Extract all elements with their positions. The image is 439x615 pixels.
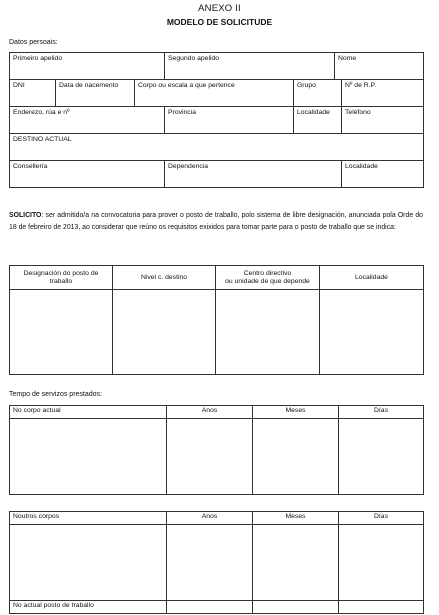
nrp-field[interactable]: Nº de R.P. (342, 80, 424, 107)
enderezo-field[interactable]: Enderezo, rúa e nº (10, 107, 165, 134)
col-centro-header (216, 266, 320, 290)
dias-cell[interactable] (339, 419, 424, 495)
col-centro-line1: Centro directivo (243, 269, 292, 277)
personal-data-label: Datos persoais: (9, 39, 58, 46)
segundo-apelido-field[interactable]: Segundo apelido (165, 53, 335, 80)
servizos-label: Tempo de servizos prestados: (9, 391, 102, 398)
conselleria-field[interactable]: Consellería (10, 161, 165, 188)
nome-field[interactable]: Nome (335, 53, 424, 80)
col-nivel-header: Nivel c. destino (113, 266, 216, 290)
meses-header: Meses (253, 406, 339, 419)
anos-cell-2[interactable] (167, 525, 253, 601)
localidade-cell[interactable] (320, 290, 424, 375)
grupo-field[interactable]: Grupo (294, 80, 342, 107)
provincia-field[interactable]: Provincia (165, 107, 294, 134)
noutros-corpos-cell[interactable] (10, 525, 167, 601)
actual-posto-label: No actual posto de traballo (10, 601, 167, 614)
destination-table (9, 265, 424, 375)
col-designacion-header: Designación do posto de traballo (10, 266, 113, 290)
designacion-cell[interactable] (10, 290, 113, 375)
dias-header-2: Días (339, 512, 424, 525)
dependencia-field[interactable]: Dependencia (165, 161, 342, 188)
corpo-escala-field[interactable]: Corpo ou escala a que pertence (135, 80, 294, 107)
localidade2-field[interactable]: Localidade (342, 161, 424, 188)
meses-header-2: Meses (253, 512, 339, 525)
centro-cell[interactable] (216, 290, 320, 375)
meses-cell-3[interactable] (253, 601, 339, 614)
dias-header: Días (339, 406, 424, 419)
corpo-actual-header: No corpo actual (10, 406, 167, 419)
corpo-actual-cell[interactable] (10, 419, 167, 495)
anos-cell-3[interactable] (167, 601, 253, 614)
personal-data-table (9, 52, 424, 188)
col-centro-line2: ou unidade de que depende (225, 277, 310, 285)
corpo-actual-table (9, 405, 424, 495)
form-title: MODELO DE SOLICITUDE (166, 17, 273, 27)
dias-cell-3[interactable] (339, 601, 424, 614)
dni-field[interactable]: DNI (10, 80, 56, 107)
anos-header: Anos (167, 406, 253, 419)
telefono-field[interactable]: Teléfono (342, 107, 424, 134)
noutros-corpos-table (9, 511, 424, 614)
solicito-paragraph (9, 210, 423, 234)
col-localidade-header: Localidade (320, 266, 424, 290)
nivel-cell[interactable] (113, 290, 216, 375)
localidade-field[interactable]: Localidade (294, 107, 342, 134)
primeiro-apelido-field[interactable]: Primeiro apelido (10, 53, 165, 80)
meses-cell[interactable] (253, 419, 339, 495)
anos-cell[interactable] (167, 419, 253, 495)
anos-header-2: Anos (167, 512, 253, 525)
destino-actual-header: DESTINO ACTUAL (10, 134, 424, 161)
dias-cell-2[interactable] (339, 525, 424, 601)
solicito-bold: SOLICITO (9, 212, 42, 219)
meses-cell-2[interactable] (253, 525, 339, 601)
noutros-corpos-header: Noutros corpos (10, 512, 167, 525)
solicito-text: : ser admitido/a na convocatoria para prover o posto de traballo, polo sistema de libre designación, anunciada pola Orde do 18 de febreiro de 2013, ao considerar que reúno os requisitos exixidos para tomar parte para o posto de traballo que se indica: (9, 212, 423, 231)
data-nacemento-field[interactable]: Data de nacemento (56, 80, 135, 107)
annex-label: ANEXO II (198, 3, 241, 14)
